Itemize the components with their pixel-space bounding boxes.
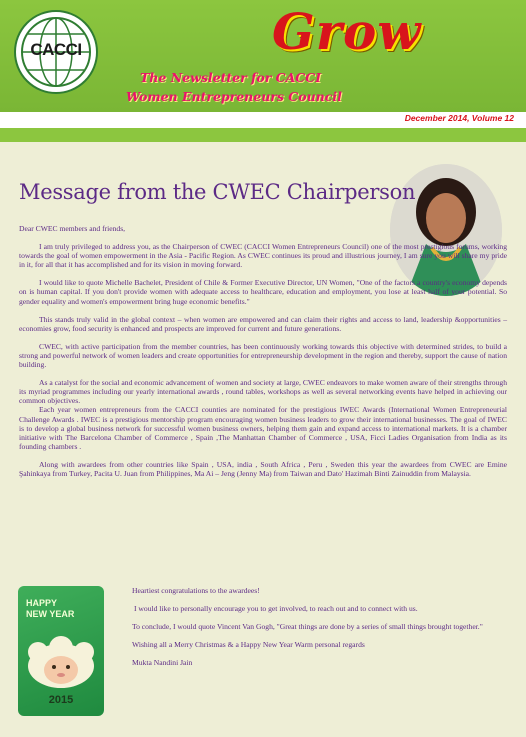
closing-line: To conclude, I would quote Vincent Van Gogh, "Great things are done by a series of small things brought together." (132, 622, 483, 632)
cacci-logo (14, 10, 98, 94)
signature-name: Mukta Nandini Jain (132, 658, 193, 668)
newsletter-title: Grow (272, 2, 422, 61)
closing-remarks (132, 586, 512, 676)
newsletter-header (0, 0, 526, 112)
paragraph: Along with awardees from other countries like Spain , USA, india , South Africa , Peru , Sweden this year the awardees from CWEC are Emine Şahinkaya from Turkey, Pacita U. Juan from Philippines, Ma Ai – Jeng (Jenny Ma) from Taiwan and Dato' Hazimah Binti Zainuddin from Malaysia. (19, 459, 507, 478)
logo-text: CACCI (30, 40, 82, 59)
letter-body (19, 224, 507, 487)
paragraph: Each year women entrepreneurs from the CACCI counties are nominated for the prestigious IWEC Awards (International Women Entrepreneurial Challenge Awards . IWEC is a prestigious mentorship program encouraging women business leaders to grow their international businesses. The goal of IWEC is to develop a global business network for successful women business owners, helping them gain and expand access to international markets. It is a chamber initiative with The Barcelona Chamber of Commerce , Spain ,The Manhattan Chamber of Commerce , USA, Ficci Ladies Organisation from India as its founding chambers . (19, 405, 507, 451)
card-line-2: NEW YEAR (26, 609, 75, 619)
divider-strip (0, 128, 526, 142)
closing-line: I would like to personally encourage you to get involved, to reach out and to connect with us. (134, 604, 418, 614)
card-line-1: HAPPY (26, 598, 58, 608)
newsletter-subtitle (126, 68, 356, 106)
paragraph: This stands truly valid in the global context – when women are empowered and can claim their rights and access to land, leadership &opportunities – economies grow, food security is enhanced and prospects are improved for current and future generations. (19, 314, 507, 333)
closing-line: Wishing all a Merry Christmas & a Happy New Year Warm personal regards (132, 640, 365, 650)
new-year-card (18, 586, 104, 716)
closing-line: Heartiest congratulations to the awardees! (132, 586, 260, 595)
paragraph: As a catalyst for the social and economic advancement of women and society at large, CWEC endeavors to make women aware of their strengths through its myriad programmes including our yearly international awards , round tables, workshops as well as several networking events have helped in achieving our common objectives. (19, 378, 507, 406)
subtitle-line-2: Women Entrepreneurs Council (126, 89, 342, 104)
page-title: Message from the CWEC Chairperson (19, 180, 416, 204)
salutation: Dear CWEC members and friends, (19, 224, 126, 233)
paragraph: I would like to quote Michelle Bachelet, President of Chile & Former Executive Director, UN Women, "One of the factors a country's economy depends on is human capital. If you don't provide women with adequate access to healthcare, education and employment, you lose at least half of your potential. So gender equality and women's empowerment bring huge economic benefits." (19, 278, 507, 306)
paragraph: CWEC, with active participation from the member countries, has been continuously working towards this objective with determined strides, to build a strong and powerful network of women leaders and create opportunities for entrepreneurship development in the region and thereby, support the cause of nation building. (19, 341, 507, 370)
subtitle-line-1: The Newsletter for CACCI (140, 70, 322, 85)
issue-date: December 2014, Volume 12 (404, 113, 514, 123)
card-year: 2015 (48, 694, 74, 706)
paragraph: I am truly privileged to address you, as the Chairperson of CWEC (CACCI Women Entrepreneurs Council) one of the most prestigious forums, working towards the goal of women empowerment in the Asia - Pacific Region. As CWEC continues its proud and illustrious journey, I am sure you will share my pride in it, for all that it has accomplished and for its vision in moving forward. (19, 242, 507, 270)
